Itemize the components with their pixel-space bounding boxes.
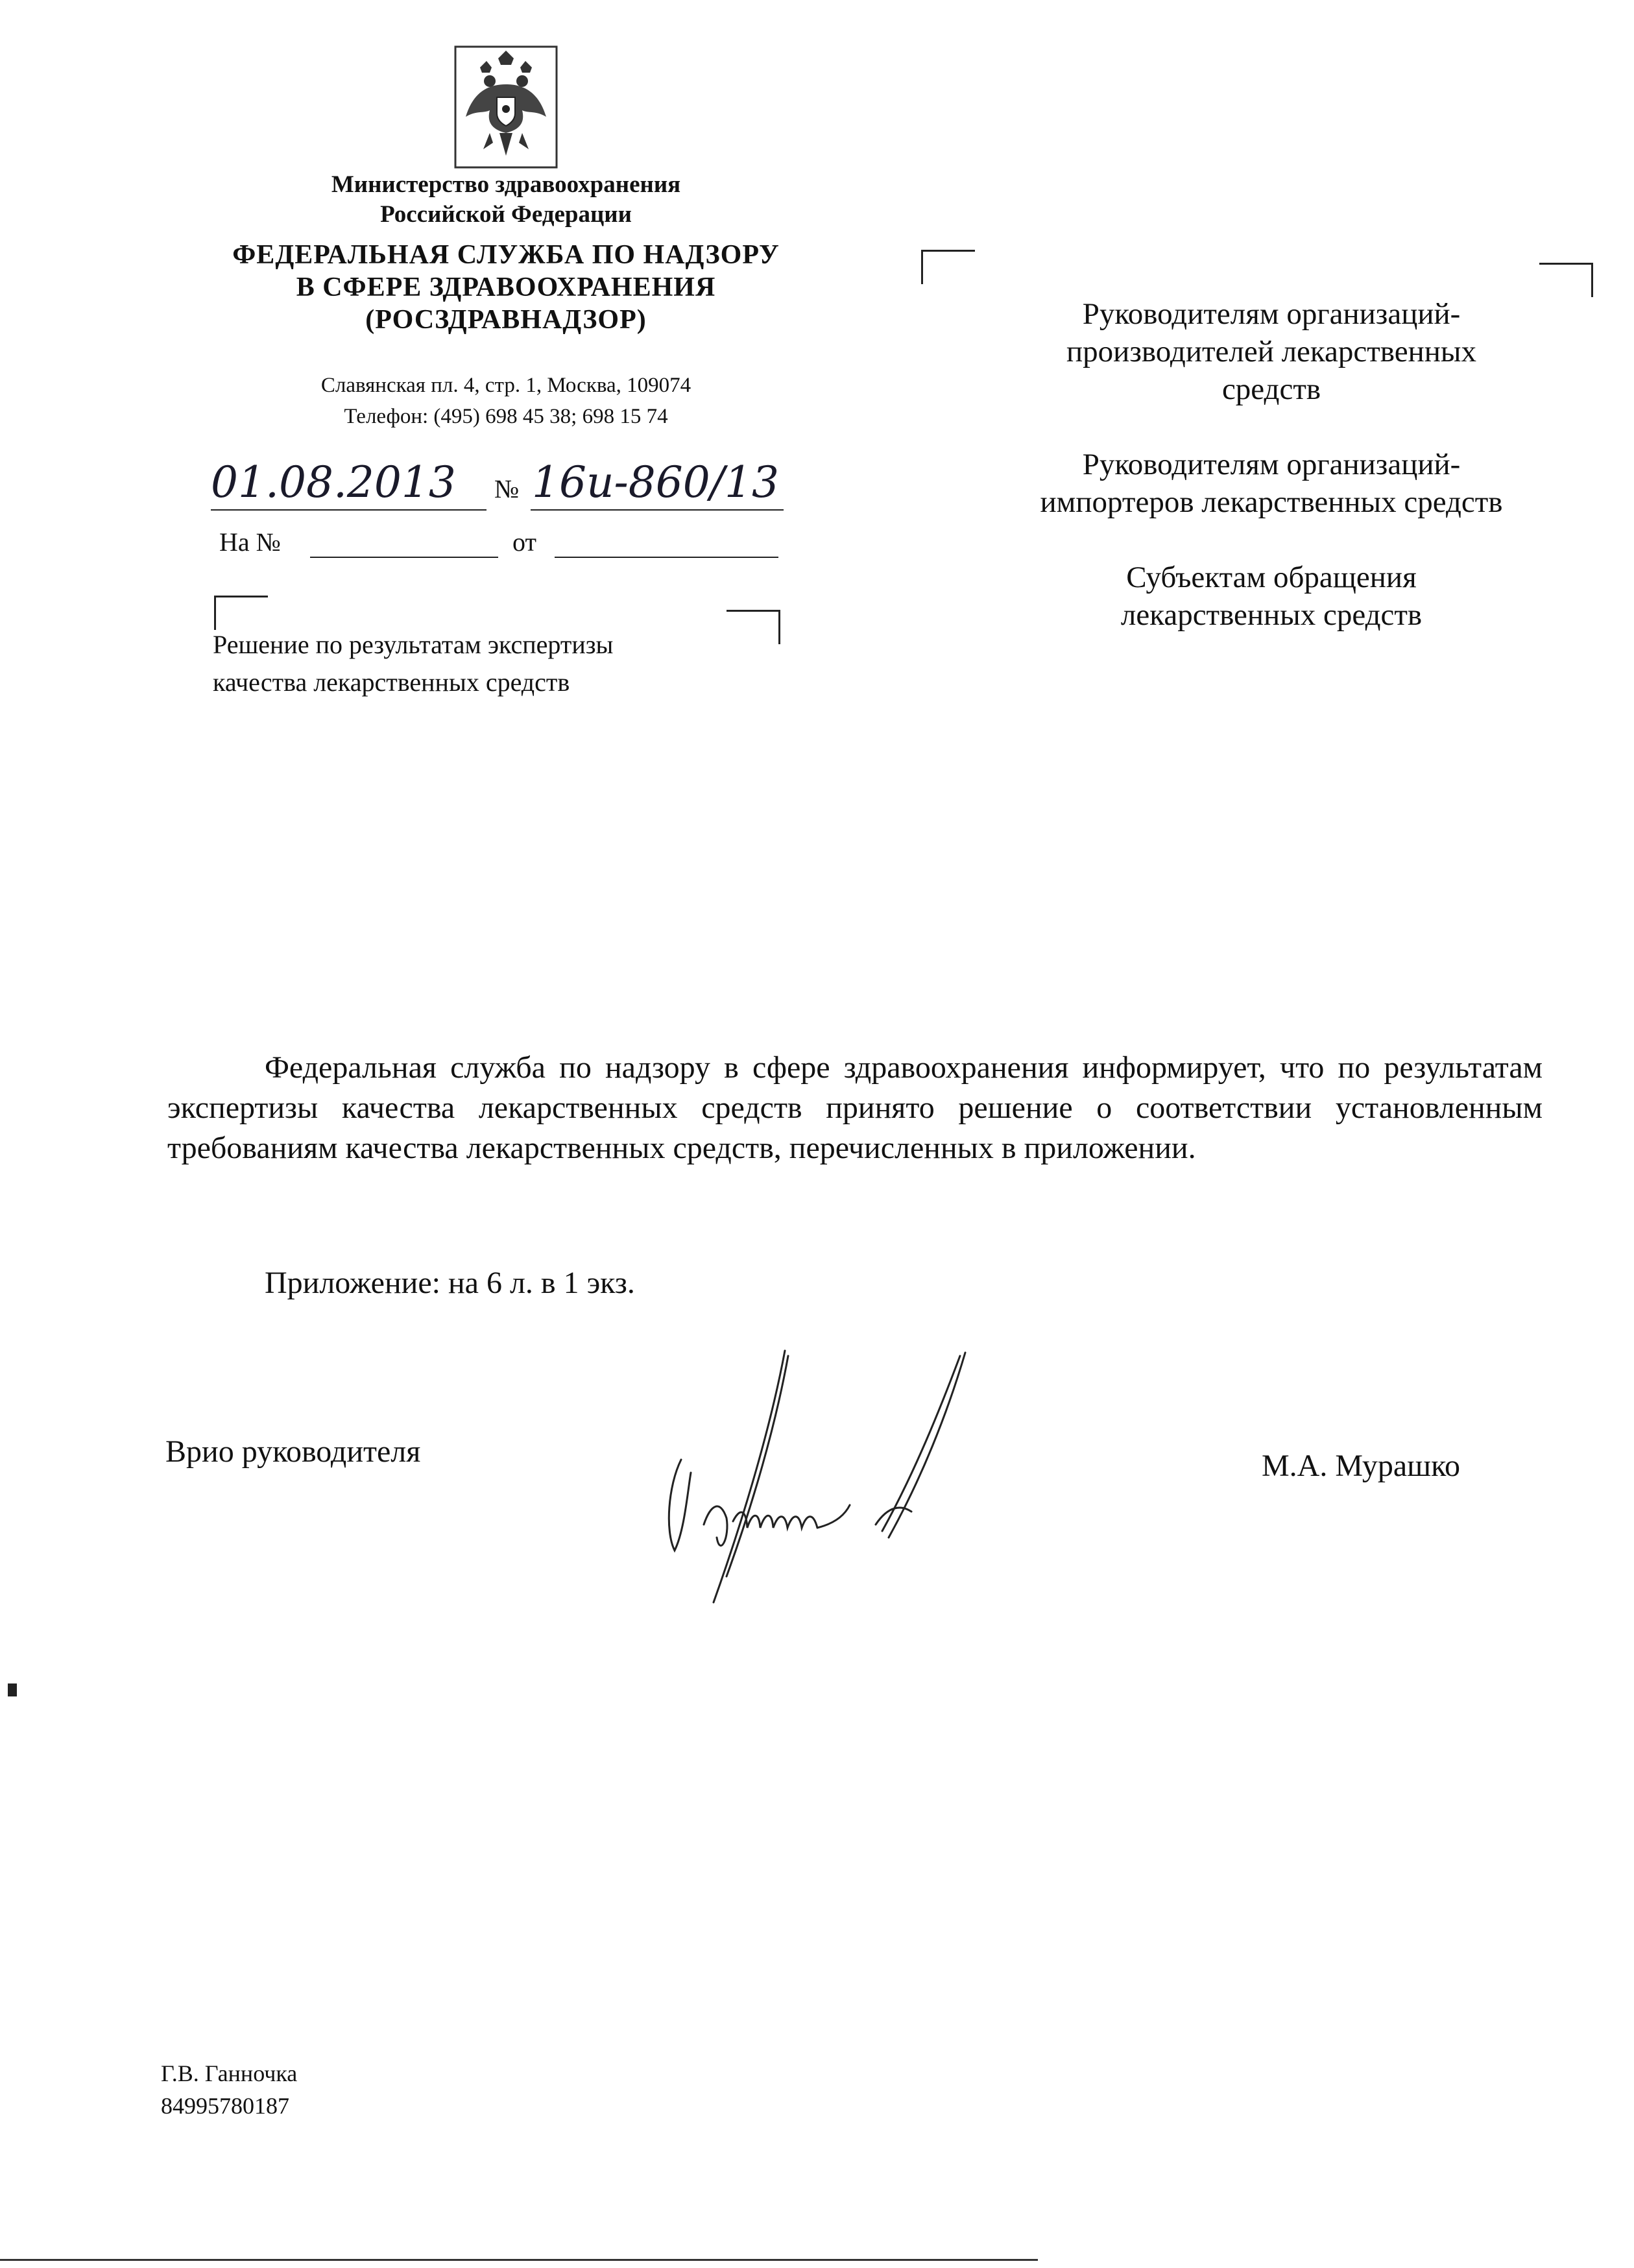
- subject-line-1: Решение по результатам экспертизы: [213, 630, 614, 659]
- addressee-line: Субъектам обращения: [1126, 561, 1417, 594]
- letterhead-contacts: [214, 370, 798, 432]
- addressee-line: импортеров лекарственных средств: [1040, 485, 1503, 519]
- double-headed-eagle-emblem-icon: [454, 45, 558, 169]
- scan-mark: [8, 1683, 17, 1696]
- subject-corner-left: [214, 596, 268, 630]
- number-sign: №: [494, 474, 520, 503]
- ministry-line-1: Министерство здравоохранения: [331, 171, 681, 198]
- addressee-importers: [921, 446, 1622, 521]
- number-underline: [531, 509, 784, 511]
- registration-number: 16и-860/13: [532, 457, 779, 507]
- service-name: [188, 239, 824, 336]
- attachment-note: Приложение: на 6 л. в 1 экз.: [265, 1266, 635, 1300]
- addressees: [921, 295, 1622, 671]
- contact-person-name: Г.В. Ганночка: [161, 2060, 298, 2086]
- handwritten-signature: [655, 1343, 979, 1615]
- service-address: Славянская пл. 4, стр. 1, Москва, 109074: [320, 374, 691, 397]
- contact-person-phone: 84995780187: [161, 2093, 289, 2119]
- addressee-manufacturers: [921, 295, 1622, 408]
- reply-from-label: от: [512, 527, 536, 557]
- signatory-title: Врио руководителя: [165, 1434, 421, 1469]
- addressee-line: лекарственных средств: [1120, 598, 1423, 632]
- service-phone: Телефон: (495) 698 45 38; 698 15 74: [344, 405, 668, 428]
- letter-subject: [213, 626, 797, 701]
- reply-to-label: На №: [219, 527, 281, 557]
- addressee-line: производителей лекарственных: [1066, 335, 1476, 368]
- addressee-corner-right: [1539, 263, 1593, 297]
- ministry-line-2: Российской Федерации: [380, 201, 632, 228]
- reply-from-blank: [555, 557, 778, 558]
- service-line-1: ФЕДЕРАЛЬНАЯ СЛУЖБА ПО НАДЗОРУ: [232, 240, 780, 270]
- scan-edge-line: [0, 2259, 1038, 2261]
- registration-date: 01.08.2013: [211, 457, 456, 507]
- signatory-name: М.А. Мурашко: [1262, 1449, 1460, 1483]
- subject-line-2: качества лекарственных средств: [213, 668, 570, 697]
- date-underline: [211, 509, 487, 511]
- reply-to-blank: [310, 557, 498, 558]
- service-line-2: В СФЕРЕ ЗДРАВООХРАНЕНИЯ: [296, 272, 716, 302]
- addressee-line: Руководителям организаций-: [1082, 448, 1461, 481]
- ministry-name: [214, 170, 798, 230]
- body-paragraph: Федеральная служба по надзору в сфере здравоохранения информирует, что по результатам экспертизы качества лекарственных средств принято решение о соответствии установленным требованиям качества лекарственных средств, перечисленных в приложении.: [167, 1050, 1543, 1165]
- service-line-3: (РОСЗДРАВНАДЗОР): [365, 305, 647, 335]
- addressee-corner-left: [921, 250, 975, 284]
- addressee-subjects: [921, 559, 1622, 634]
- addressee-line: Руководителям организаций-: [1082, 297, 1461, 331]
- addressee-line: средств: [1221, 372, 1321, 406]
